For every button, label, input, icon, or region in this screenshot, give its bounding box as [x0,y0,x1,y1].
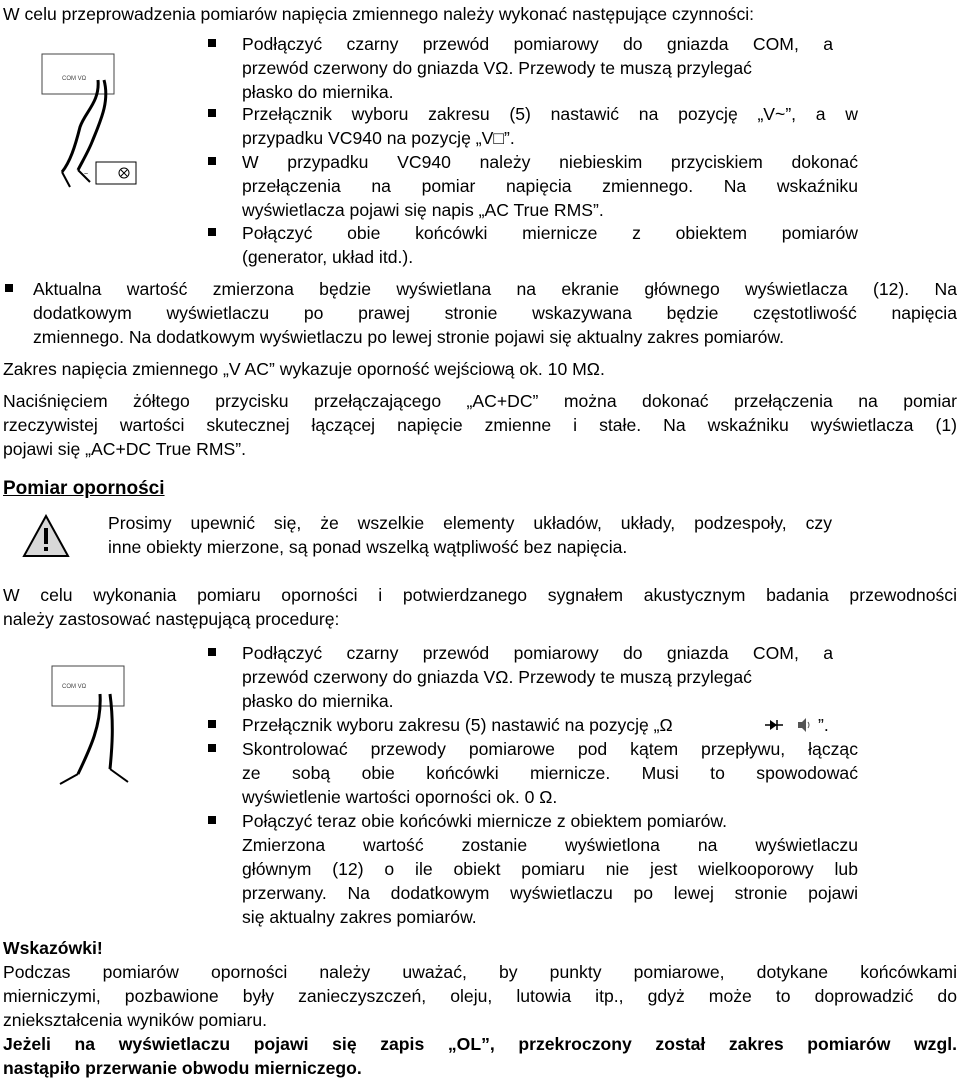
ohm-step-3-line-3: wyświetlenie wartości oporności ok. 0 Ω. [242,787,558,807]
intro-ac-voltage: W celu przeprowadzenia pomiarów napięcia zmiennego należy wykonać następujące czynności: [3,4,755,24]
ohm-step-1-line-3: płasko do miernika. [242,691,394,711]
ohm-step-4-line-2: Zmierzona wartość zostanie wyświetlona na wyświetlaczu [242,835,858,855]
ac-step-3-line-2: przełączenia na pomiar napięcia zmiennego. Na wskaźniku [242,176,858,196]
reading-info-line-1: Aktualna wartość zmierzona będzie wyświetlana na ekranie głównego wyświetlacza (12). Na [33,279,957,299]
ac-step-1-line-1: Podłączyć czarny przewód pomiarowy do gniazda COM, a [242,34,833,54]
bullet-marker [208,109,216,117]
bullet-marker [208,228,216,236]
acdc-note-line-3: pojawi się „AC+DC True RMS”. [3,439,246,459]
tips-line-1: Podczas pomiarów oporności należy uważać, by punkty pomiarowe, dotykane końcówkami [3,962,957,982]
multimeter-illustration-ohm [50,664,170,794]
ohm-step-4-line-3: głównym (12) o ile obiekt pomiaru nie jest wielkooporowy lub [242,859,858,879]
ohm-step-4-line-5: się aktualny zakres pomiarów. [242,907,477,927]
bullet-marker [208,816,216,824]
ohm-step-3-line-2: ze sobą obie końcówki miernicze. Musi to spowodować [242,763,858,783]
tips-heading: Wskazówki! [3,938,103,958]
warning-triangle-icon [22,514,70,558]
acdc-note-line-2: rzeczywistej wartości skutecznej łączącej napięcie zmienne i stałe. Na wskaźniku wyświetlacza (1) [3,415,957,435]
warning-text-line-2: inne obiekty mierzone, są ponad wszelką wątpliwość bez napięcia. [108,537,628,557]
reading-info-line-3: zmiennego. Na dodatkowym wyświetlaczu po lewej stronie pojawi się aktualny zakres pomiarów. [33,327,785,347]
ac-step-3-line-1: W przypadku VC940 należy niebieskim przyciskiem dokonać [242,152,858,172]
ac-step-4-line-1: Połączyć obie końcówki miernicze z obiektem pomiarów [242,223,858,243]
warning-text-line-1: Prosimy upewnić się, że wszelkie elementy układów, układy, podzespoły, czy [108,513,832,533]
resistance-intro-line-2: należy zastosować następującą procedurę: [3,609,340,629]
ohm-step-2-line-1b: ”. [818,715,829,735]
diode-symbol-icon [764,716,784,734]
reading-info-line-2: dodatkowym wyświetlaczu po prawej stronie wskazywana będzie częstotliwość napięcia [33,303,957,323]
svg-text:COM VΩ: COM VΩ [62,684,87,690]
section-heading-resistance: Pomiar oporności [3,478,165,499]
tips-bold-line-1: Jeżeli na wyświetlaczu pojawi się zapis „OL”, przekroczony został zakres pomiarów wzgl. [3,1034,957,1054]
ohm-step-3-line-1: Skontrolować przewody pomiarowe pod kątem przepływu, łącząc [242,739,858,759]
tips-line-2: mierniczymi, pozbawione były zanieczyszczeń, oleju, lutowia itp., gdyż może to doprowadzić do [3,986,957,1006]
ohm-step-1-line-1: Podłączyć czarny przewód pomiarowy do gniazda COM, a [242,643,833,663]
bullet-marker [208,720,216,728]
bullet-marker [208,648,216,656]
svg-text:~: ~ [84,171,89,178]
ac-impedance-note: Zakres napięcia zmiennego „V AC” wykazuje oporność wejściową ok. 10 MΩ. [3,359,605,379]
ohm-step-1-line-2: przewód czerwony do gniazda VΩ. Przewody te muszą przylegać [242,667,752,687]
ac-step-1-line-3: płasko do miernika. [242,82,394,102]
bullet-marker [208,744,216,752]
bullet-marker [208,157,216,165]
bullet-marker [5,284,13,292]
bullet-marker [208,39,216,47]
svg-text:COM VΩ: COM VΩ [62,76,87,82]
ac-step-4-line-2: (generator, układ itd.). [242,247,414,267]
ohm-step-2-line-1a: Przełącznik wyboru zakresu (5) nastawić na pozycję „Ω [242,715,673,735]
ohm-step-4-line-1: Połączyć teraz obie końcówki miernicze z obiektem pomiarów. [242,811,728,831]
resistance-intro-line-1: W celu wykonania pomiaru oporności i potwierdzanego sygnałem akustycznym badania przewodności [3,585,957,605]
speaker-symbol-icon [796,716,812,734]
tips-line-3: zniekształcenia wyników pomiaru. [3,1010,268,1030]
tips-bold-line-2: nastąpiło przerwanie obwodu mierniczego. [3,1058,362,1078]
ac-step-2-line-2: przypadku VC940 na pozycję „V□”. [242,128,515,148]
ohm-step-4-line-4: przerwany. Na dodatkowym wyświetlaczu po lewej stronie pojawi [242,883,858,903]
ac-step-1-line-2: przewód czerwony do gniazda VΩ. Przewody te muszą przylegać [242,58,752,78]
multimeter-illustration-ac [40,52,160,202]
acdc-note-line-1: Naciśnięciem żółtego przycisku przełączającego „AC+DC” można dokonać przełączenia na pomiar [3,391,957,411]
ac-step-2-line-1: Przełącznik wyboru zakresu (5) nastawić na pozycję „V~”, a w [242,104,858,124]
ac-step-3-line-3: wyświetlacza pojawi się napis „AC True RMS”. [242,200,604,220]
